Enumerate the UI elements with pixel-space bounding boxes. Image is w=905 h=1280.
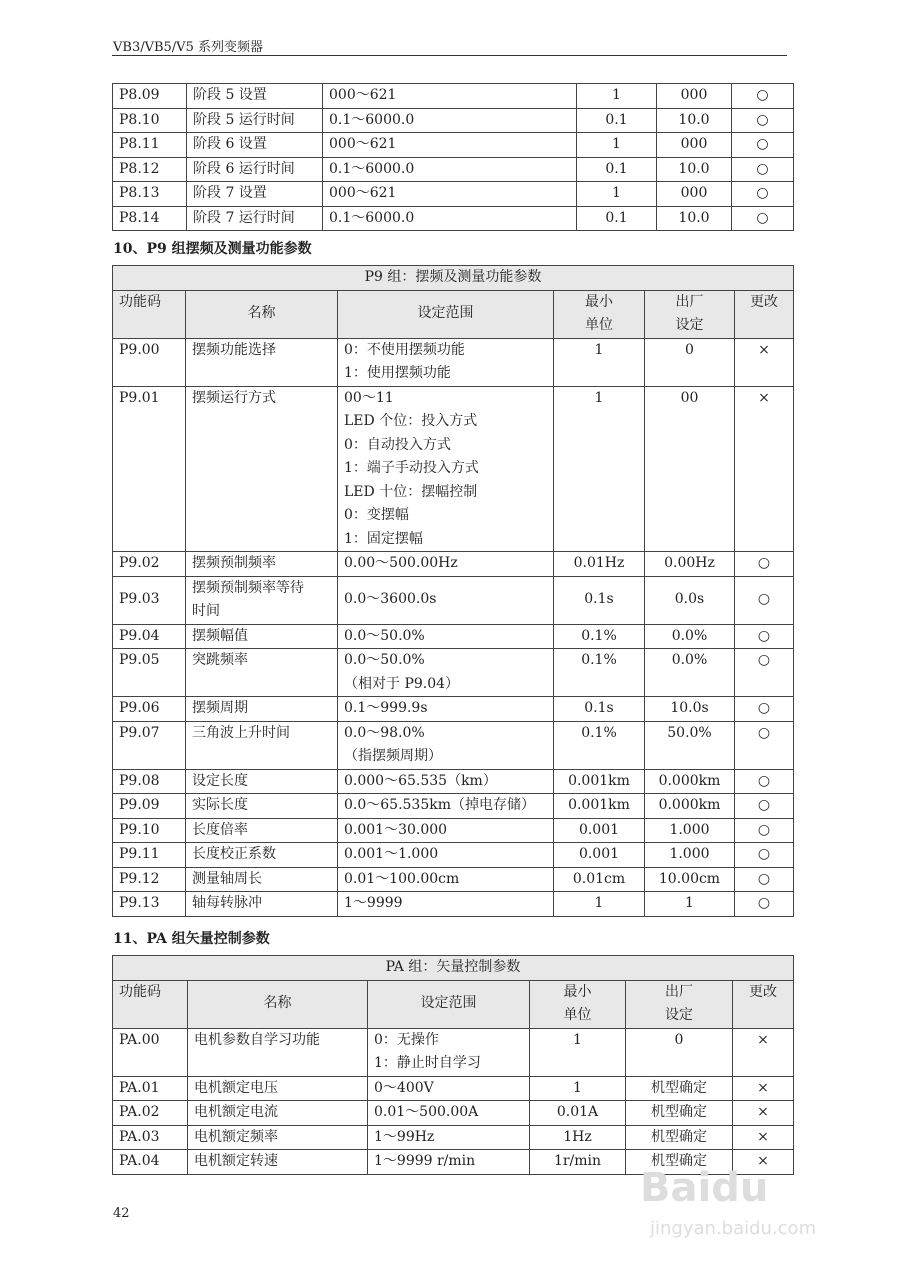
change-flag: ○: [735, 624, 794, 649]
header-range: [368, 980, 530, 1028]
table-row: [113, 206, 794, 231]
header-text: 设定范围: [420, 995, 477, 1012]
param-name: [186, 338, 338, 386]
table-row: [113, 624, 794, 649]
cell-line: 电机额定电流: [194, 1104, 278, 1120]
param-code: P8.14: [113, 206, 187, 231]
cell-line: 0.0～65.535km（掉电存储）: [344, 797, 536, 813]
table-row: [113, 892, 794, 917]
header-name: [186, 290, 338, 338]
table-header-row: [113, 980, 794, 1028]
cell-line: 摆频预制频率等待: [192, 579, 304, 596]
cell-line: 0：变摆幅: [344, 507, 409, 523]
min-unit: 0.1: [577, 108, 657, 133]
min-unit: 0.01Hz: [554, 552, 645, 577]
param-code: P9.12: [113, 867, 186, 892]
cell-line: LED 个位：投入方式: [344, 413, 478, 429]
param-range: 000～621: [323, 182, 577, 207]
param-range: [338, 624, 554, 649]
param-code: P9.03: [113, 576, 186, 624]
param-code: P9.02: [113, 552, 186, 577]
header-min-unit: [530, 980, 626, 1028]
param-code: PA.02: [113, 1101, 188, 1126]
change-flag: ×: [733, 1150, 794, 1175]
param-range: [338, 338, 554, 386]
param-name: [186, 649, 338, 697]
change-flag: ○: [732, 108, 794, 133]
p9-param-table: [112, 265, 794, 917]
param-name: [186, 697, 338, 722]
param-code: P9.01: [113, 386, 186, 552]
min-unit: 0.001km: [554, 794, 645, 819]
param-name: 阶段 7 设置: [187, 182, 323, 207]
param-range: [338, 649, 554, 697]
factory-default: 1: [645, 892, 735, 917]
min-unit: 1: [577, 84, 657, 109]
param-code: PA.01: [113, 1076, 188, 1101]
change-flag: ○: [735, 552, 794, 577]
cell-line: 1：静止时自学习: [374, 1055, 481, 1071]
cell-line: 摆频功能选择: [192, 341, 276, 358]
change-flag: ×: [733, 1125, 794, 1150]
param-code: P9.08: [113, 769, 186, 794]
min-unit: 0.1s: [554, 576, 645, 624]
cell-line: 0：不使用摆频功能: [344, 341, 465, 358]
cell-line: 轴每转脉冲: [192, 895, 262, 911]
factory-default: 000: [657, 182, 732, 207]
cell-line: 0.00～500.00Hz: [344, 555, 458, 571]
param-name: [188, 1076, 368, 1101]
param-code: P9.13: [113, 892, 186, 917]
cell-line: 电机额定转速: [194, 1153, 278, 1169]
factory-default: 000: [657, 84, 732, 109]
factory-default: 10.0: [657, 206, 732, 231]
min-unit: 0.1%: [554, 721, 645, 769]
factory-default: 00: [645, 386, 735, 552]
cell-line: 00～11: [344, 389, 394, 406]
table-row: [113, 721, 794, 769]
cell-line: 0：无操作: [374, 1031, 439, 1048]
table-title: PA 组：矢量控制参数: [113, 956, 794, 981]
cell-line: 0.000～65.535（km）: [344, 772, 497, 789]
change-flag: ○: [735, 769, 794, 794]
min-unit: 1: [577, 182, 657, 207]
param-range: [338, 818, 554, 843]
table-row: [113, 1125, 794, 1150]
param-range: [338, 843, 554, 868]
param-code: P8.09: [113, 84, 187, 109]
param-name: 阶段 7 运行时间: [187, 206, 323, 231]
header-code: [113, 290, 186, 338]
param-range: [338, 867, 554, 892]
param-name: [186, 843, 338, 868]
header-text: 功能码: [119, 983, 161, 1000]
factory-default: 1.000: [645, 843, 735, 868]
cell-line: 0.01～100.00cm: [344, 870, 460, 887]
table-title-row: [113, 956, 794, 981]
param-name: 阶段 5 运行时间: [187, 108, 323, 133]
param-code: P8.12: [113, 157, 187, 182]
min-unit: 1Hz: [530, 1125, 626, 1150]
change-flag: ○: [735, 649, 794, 697]
param-code: PA.04: [113, 1150, 188, 1175]
param-code: P9.00: [113, 338, 186, 386]
param-range: [338, 892, 554, 917]
header-code: [113, 980, 188, 1028]
cell-line: 实际长度: [192, 797, 248, 813]
cell-line: 0.0～50.0%: [344, 652, 425, 668]
header-text: 单位: [585, 317, 613, 333]
section-heading-p9: 10、P9 组摆频及测量功能参数: [113, 241, 312, 257]
param-range: [338, 721, 554, 769]
factory-default: 10.00cm: [645, 867, 735, 892]
param-code: P9.04: [113, 624, 186, 649]
table-title: P9 组：摆频及测量功能参数: [113, 266, 794, 291]
change-flag: ○: [735, 794, 794, 819]
factory-default: 0: [645, 338, 735, 386]
header-text: 名称: [263, 995, 292, 1012]
factory-default: 0.000km: [645, 769, 735, 794]
table-row: [113, 867, 794, 892]
param-code: P9.05: [113, 649, 186, 697]
table-row: [113, 697, 794, 722]
table-row: [113, 1028, 794, 1076]
cell-line: （指摆频周期）: [344, 748, 442, 764]
min-unit: 0.01A: [530, 1101, 626, 1126]
cell-line: 0.0～50.0%: [344, 627, 425, 644]
min-unit: 0.1s: [554, 697, 645, 722]
cell-line: 0.1～999.9s: [344, 700, 428, 716]
param-range: [338, 386, 554, 552]
param-code: P8.11: [113, 133, 187, 158]
param-range: [338, 769, 554, 794]
header-text: 单位: [563, 1007, 592, 1023]
change-flag: ○: [735, 697, 794, 722]
header-text: 设定范围: [417, 305, 474, 322]
cell-line: 1：端子手动投入方式: [344, 460, 479, 476]
cell-line: 1：使用摆频功能: [344, 365, 451, 381]
param-range: 000～621: [323, 84, 577, 109]
table-row: [113, 386, 794, 552]
param-name: [186, 624, 338, 649]
table-row: [113, 552, 794, 577]
min-unit: 0.1: [577, 206, 657, 231]
param-range: 0.1～6000.0: [323, 108, 577, 133]
param-range: [368, 1028, 530, 1076]
header-text: 设定: [675, 317, 704, 333]
header-name: [188, 980, 368, 1028]
header-default: [645, 290, 735, 338]
factory-default: 0.0s: [645, 576, 735, 624]
table-row: [113, 108, 794, 133]
cell-line: 0～400V: [374, 1079, 434, 1096]
table-row: [113, 649, 794, 697]
factory-default: 机型确定: [626, 1076, 733, 1101]
cell-line: 电机额定电压: [194, 1079, 278, 1096]
header-text: 最小: [585, 293, 613, 310]
factory-default: 10.0: [657, 108, 732, 133]
table-row: [113, 157, 794, 182]
cell-line: 突跳频率: [192, 652, 248, 668]
cell-line: 长度倍率: [192, 821, 248, 838]
param-name: 阶段 6 运行时间: [187, 157, 323, 182]
factory-default: 0.000km: [645, 794, 735, 819]
baidu-watermark-logo: Baidu: [640, 1165, 769, 1211]
factory-default: 0.0%: [645, 649, 735, 697]
change-flag: ×: [733, 1101, 794, 1126]
section-heading-pa: 11、PA 组矢量控制参数: [113, 931, 270, 947]
param-range: 0.1～6000.0: [323, 206, 577, 231]
min-unit: 1: [530, 1076, 626, 1101]
header-change: [735, 290, 794, 338]
param-code: P9.07: [113, 721, 186, 769]
cell-line: 摆频预制频率: [192, 555, 276, 571]
header-range: [338, 290, 554, 338]
header-text: 名称: [247, 305, 276, 322]
param-name: [188, 1150, 368, 1175]
cell-line: 1～9999 r/min: [374, 1153, 476, 1169]
min-unit: 1: [554, 338, 645, 386]
factory-default: 0.0%: [645, 624, 735, 649]
param-name: [186, 818, 338, 843]
param-range: 0.1～6000.0: [323, 157, 577, 182]
param-code: P8.10: [113, 108, 187, 133]
factory-default: 10.0: [657, 157, 732, 182]
min-unit: 0.01cm: [554, 867, 645, 892]
min-unit: 0.1%: [554, 624, 645, 649]
header-text: 出厂: [665, 983, 693, 1000]
factory-default: 50.0%: [645, 721, 735, 769]
table-row: [113, 1076, 794, 1101]
change-flag: ×: [733, 1028, 794, 1076]
header-text: 设定: [665, 1007, 693, 1023]
param-range: [338, 576, 554, 624]
header-min-unit: [554, 290, 645, 338]
change-flag: ×: [735, 386, 794, 552]
min-unit: 0.001: [554, 818, 645, 843]
factory-default: 0.00Hz: [645, 552, 735, 577]
table-row: [113, 818, 794, 843]
header-text: 功能码: [119, 293, 161, 310]
p8-param-table: [112, 83, 794, 231]
cell-line: 三角波上升时间: [192, 724, 290, 741]
header-text: 出厂: [675, 293, 704, 310]
cell-line: 0.01～500.00A: [374, 1104, 479, 1120]
table-row: [113, 133, 794, 158]
param-name: [186, 552, 338, 577]
change-flag: ×: [733, 1076, 794, 1101]
param-name: [186, 576, 338, 624]
cell-line: 时间: [192, 603, 220, 619]
param-code: PA.03: [113, 1125, 188, 1150]
param-name: [188, 1101, 368, 1126]
param-range: 000～621: [323, 133, 577, 158]
param-range: [368, 1101, 530, 1126]
param-code: PA.00: [113, 1028, 188, 1076]
param-range: [368, 1150, 530, 1175]
table-row: [113, 1101, 794, 1126]
change-flag: ○: [735, 576, 794, 624]
param-name: [188, 1125, 368, 1150]
factory-default: 0: [626, 1028, 733, 1076]
cell-line: LED 十位：摆幅控制: [344, 483, 478, 500]
param-name: 阶段 6 设置: [187, 133, 323, 158]
cell-line: 摆频运行方式: [192, 389, 276, 406]
header-change: [733, 980, 794, 1028]
header-text: 更改: [749, 983, 778, 1000]
param-name: [186, 721, 338, 769]
param-name: [186, 892, 338, 917]
param-code: P8.13: [113, 182, 187, 207]
change-flag: ○: [735, 843, 794, 868]
cell-line: 设定长度: [192, 772, 248, 789]
param-code: P9.11: [113, 843, 186, 868]
cell-line: 0.0～3600.0s: [344, 591, 437, 608]
cell-line: 长度校正系数: [192, 846, 276, 862]
param-name: [186, 386, 338, 552]
change-flag: ○: [732, 157, 794, 182]
table-row: [113, 84, 794, 109]
cell-line: 1～99Hz: [374, 1128, 435, 1145]
change-flag: ○: [735, 818, 794, 843]
param-code: P9.06: [113, 697, 186, 722]
table-header-row: [113, 290, 794, 338]
header-text: 最小: [563, 983, 592, 1000]
param-range: [338, 794, 554, 819]
min-unit: 0.001km: [554, 769, 645, 794]
param-range: [368, 1076, 530, 1101]
min-unit: 1: [554, 386, 645, 552]
cell-line: 0.0～98.0%: [344, 724, 425, 741]
factory-default: 1.000: [645, 818, 735, 843]
change-flag: ○: [735, 892, 794, 917]
table-row: [113, 338, 794, 386]
param-name: 阶段 5 设置: [187, 84, 323, 109]
min-unit: 0.1%: [554, 649, 645, 697]
param-range: [368, 1125, 530, 1150]
cell-line: 0：自动投入方式: [344, 436, 451, 453]
param-code: P9.09: [113, 794, 186, 819]
running-header: VB3/VB5/V5 系列变频器: [113, 40, 263, 55]
change-flag: ○: [732, 206, 794, 231]
factory-default: 10.0s: [645, 697, 735, 722]
min-unit: 0.001: [554, 843, 645, 868]
cell-line: 0.001～30.000: [344, 821, 448, 838]
table-row: [113, 576, 794, 624]
table-row: [113, 843, 794, 868]
change-flag: ○: [732, 133, 794, 158]
factory-default: 000: [657, 133, 732, 158]
factory-default: 机型确定: [626, 1125, 733, 1150]
cell-line: 电机额定频率: [194, 1128, 278, 1145]
pa-param-table: [112, 955, 794, 1175]
change-flag: ○: [732, 182, 794, 207]
table-row: [113, 769, 794, 794]
table-row: [113, 794, 794, 819]
cell-line: 1：固定摆幅: [344, 530, 423, 547]
param-name: [186, 769, 338, 794]
baidu-watermark-url: jingyan.baidu.com: [650, 1218, 817, 1239]
header-default: [626, 980, 733, 1028]
cell-line: 摆频周期: [192, 700, 248, 716]
param-name: [186, 794, 338, 819]
param-name: [188, 1028, 368, 1076]
min-unit: 1: [530, 1028, 626, 1076]
min-unit: 0.1: [577, 157, 657, 182]
cell-line: 1～9999: [344, 895, 403, 911]
min-unit: 1r/min: [530, 1150, 626, 1175]
change-flag: ×: [735, 338, 794, 386]
header-rule: [112, 55, 787, 56]
min-unit: 1: [554, 892, 645, 917]
header-text: 更改: [750, 293, 779, 310]
param-name: [186, 867, 338, 892]
table-title-row: [113, 266, 794, 291]
min-unit: 1: [577, 133, 657, 158]
page-number: 42: [113, 1206, 130, 1221]
change-flag: ○: [732, 84, 794, 109]
change-flag: ○: [735, 721, 794, 769]
factory-default: 机型确定: [626, 1150, 733, 1175]
cell-line: （相对于 P9.04）: [344, 675, 460, 692]
param-range: [338, 697, 554, 722]
param-range: [338, 552, 554, 577]
change-flag: ○: [735, 867, 794, 892]
factory-default: 机型确定: [626, 1101, 733, 1126]
cell-line: 摆频幅值: [192, 627, 248, 644]
cell-line: 测量轴周长: [192, 870, 262, 887]
param-code: P9.10: [113, 818, 186, 843]
cell-line: 电机参数自学习功能: [194, 1031, 320, 1048]
table-row: [113, 182, 794, 207]
cell-line: 0.001～1.000: [344, 846, 439, 862]
